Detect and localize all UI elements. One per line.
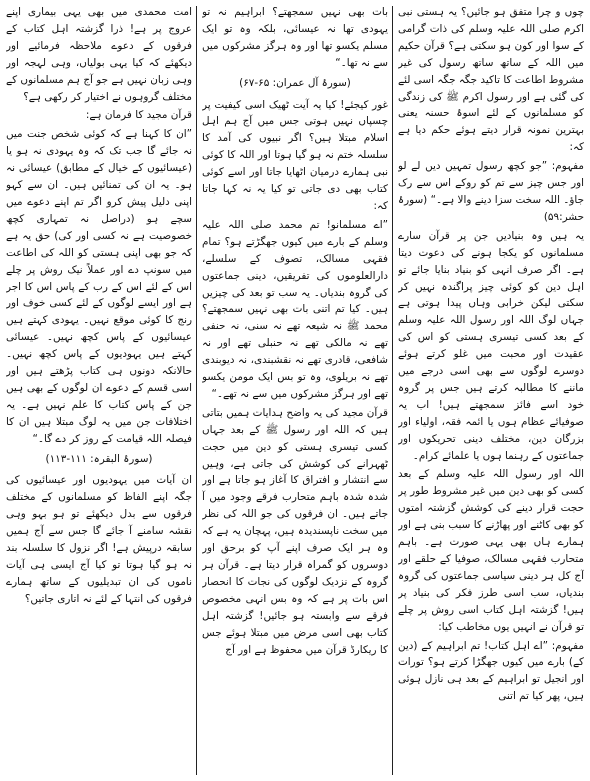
quran-quote: مفہوم: ”جو کچھ رسول تمہیں دیں لے لو اور جس چیز سے تم کو روکے اس سے رک جاؤ۔ اللہ سخت سزا دینے والا ہے۔“ (سورۂ حشر:۵۹) (398, 160, 584, 223)
column-divider (196, 6, 197, 775)
verse-reference: (سورۂ آل عمران: ۶۵-۶۷) (239, 76, 351, 89)
hypothetical-quote: ”اے مسلمانو! تم محمد صلی اللہ علیہ وسلم کے بارے میں کیوں جھگڑتے ہو؟ تمام فقہی مسالک، تصوف کے سلسلے، دارالعلوموں کی تفریقیں، دینی جماعتوں کی گروہ بندیاں۔ یہ سب تو بعد کی چیزیں ہیں۔ کیا تم اتنی بات بھی نہیں سمجھتے؟ محمد ﷺ نہ شیعہ تھے نہ سنی، نہ حنفی تھے نہ مالکی تھے نہ حنبلی تھے اور نہ شافعی، قادری تھے نہ نقشبندی، نہ دیوبندی تھے نہ بریلوی، وہ تو بس ایک مومن یکسو تھے اور ہرگز مشرکوں میں سے نہ تھے۔“ (202, 218, 388, 400)
paragraph: قرآن مجید کی یہ واضح ہدایات ہمیں بتاتی ہیں کہ اللہ اور رسول ﷺ کے بعد جہاں کسی تیسری ہستی کو دین میں حجت ٹھہرانے کی کوشش کی جاتی ہے، وہیں سے انتشار و افتراق کا آغاز ہو جاتا ہے اور شدہ شدہ باہم متحارب فرقے وجود میں آ جاتے ہیں۔ ان فرقوں کی جو اللہ کی نظر میں سخت ناپسندیدہ ہیں، پہچان یہ ہے کہ وہ ہر ایک صرف اپنے آپ کو برحق اور دوسروں کو گمراہ قرار دیتا ہے۔ قرآن ہر گروہ کے نزدیک لوگوں کی نجات کا انحصار اس بات پر ہے کہ وہ بس انہی مخصوص فرقے سے وابستہ ہو جائیں! گزشتہ اہل کتاب بھی اسی مرض میں مبتلا ہوئے جس کا ریکارڈ قرآن میں محفوظ ہے اور آج (202, 406, 388, 656)
column-middle (202, 4, 388, 777)
paragraph: امت محمدی میں بھی یہی بیماری اپنے عروج پر ہے! ذرا گزشتہ اہل کتاب کے فرقوں کے دعوے ملاحظہ فرمائیے اور دیکھئے کہ کیا یہی بولیاں، وہی لہجہ اور وہی زبان نہیں ہے جو آج ہم مسلمانوں کے مختلف گروہوں نے اختیار کر رکھی ہے؟ (6, 6, 192, 103)
paragraph: غور کیجئے! کیا یہ آیت ٹھیک اسی کیفیت پر چسپاں نہیں ہوتی جس میں آج ہم اہل اسلام مبتلا ہیں؟ اگر نبیوں کی آمد کا سلسلہ ختم نہ ہو گیا ہوتا اور اللہ کا کوئی نبی ہمارے درمیان اٹھایا جاتا اور اسے کوئی کتاب بھی دی جاتی تو کیا یہ نہ کہا جاتا کہ: (202, 98, 388, 212)
verse-reference: (سورۂ البقرہ: ۱۱۱-۱۱۳) (45, 452, 153, 465)
column-right (398, 4, 584, 777)
paragraph: یہ ہیں وہ بنیادیں جن پر قرآن سارے مسلمانوں کو یکجا ہونے کی دعوت دیتا ہے۔ اگر صرف انہی کو بنیاد بنایا جائے تو اہل دین کو کوئی چیز پراگندہ نہیں کر سکتی لیکن خرابی وہاں پیدا ہوتی ہے جہاں لوگ اللہ اور رسول اللہ علیہ وسلم کے بعد کسی تیسری ہستی کو اس کی عقیدت اور محبت میں غلو کرتے ہوئے دوسرے لوگوں سے بھی اسی درجے میں ماننے کا مطالبہ کرتے ہیں جس پر گروہ خود اسے فائز سمجھتے ہیں! اب یہ صوفیائے عظام ہوں یا ائمہ فقہ، اولیاء اور بزرگان دین، مختلف دینی تحریکوں اور جماعتوں کے رہنما ہوں یا علمائے کرام۔ (398, 229, 584, 462)
quran-quote: بات بھی نہیں سمجھتے؟ ابراہیم نہ تو یہودی تھا نہ عیسائی، بلکہ وہ تو ایک مسلم یکسو تھا اور وہ ہرگز مشرکوں میں سے نہ تھا۔“ (202, 6, 388, 69)
quran-quote: ”ان کا کہنا ہے کہ کوئی شخص جنت میں نہ جائے گا جب تک کہ وہ یہودی نہ ہو یا (عیسائیوں کے خیال کے مطابق) عیسائی نہ ہو۔ یہ ان کی تمنائیں ہیں۔ ان سے کہو اپنی دلیل پیش کرو اگر تم اپنے دعوے میں سچے ہو (دراصل نہ تمہاری کچھ خصوصیت ہے نہ کسی اور کی) حق یہ ہے کہ جو بھی اپنی ہستی کو اللہ کی اطاعت میں سونپ دے اور عملاً نیک روش پر چلے اس کے لئے اس کے رب کے پاس اس کا اجر ہے اور ایسے لوگوں کے لئے کسی خوف اور رنج کا کوئی موقع نہیں۔ یہودی کہتے ہیں عیسائیوں کے پاس کچھ نہیں۔ عیسائی کہتے ہیں یہودیوں کے پاس کچھ نہیں۔ حالانکہ دونوں ہی کتاب پڑھتے ہیں اور اسی قسم کے دعوے ان لوگوں کے بھی ہیں جن کے پاس کتاب کا علم نہیں ہے۔ یہ اختلافات جن میں یہ لوگ مبتلا ہیں ان کا فیصلہ اللہ قیامت کے روز کر دے گا۔“ (6, 128, 192, 445)
paragraph: اللہ اور رسول اللہ علیہ وسلم کے بعد کسی کو بھی دین میں غیر مشروط طور پر حجت قرار دینے کی کوشش گزشتہ امتوں کو بھی کاٹنے اور پھاڑنے کا سبب بنی ہے اور ہمارے ہاں بھی یہی صورت ہے۔ باہم متحارب فقہی مسالک، صوفیا کے حلقے اور آج کل ہر دینی سیاسی جماعتوں کی گروہ بندیاں، سب اسی طرز فکر کی بنیاد پر ہیں! گزشتہ اہل کتاب اسی روش پر چلے تو قرآن نے انہیں یوں مخاطب کیا: (398, 468, 584, 633)
column-left (6, 4, 192, 777)
paragraph: قرآن مجید کا فرمان ہے: (85, 109, 192, 122)
quran-quote: مفہوم: ”اے اہل کتاب! تم ابراہیم کے (دین کے) بارے میں کیوں جھگڑا کرتے ہو؟ تورات اور انجیل تو ابراہیم کے بعد ہی نازل ہوئی ہیں، پھر کیا تم اتنی (398, 639, 584, 703)
column-divider (392, 6, 393, 775)
paragraph: چوں و چرا متفق ہو جائیں؟ یہ ہستی نبی اکرم صلی اللہ علیہ وسلم کی ذات گرامی کے سوا اور کون ہو سکتی ہے؟ قرآن حکیم میں اللہ کے ساتھ ساتھ رسول کی غیر مشروط اطاعت کا تاکید جگہ جگہ اسی لئے کی گئی ہے اور رسول اکرم ﷺ کی زندگی کو مسلمانوں کے لئے اسوۂ حسنہ یعنی بہترین نمونہ قرار دیتے ہوئے حکم دیا ہے کہ: (398, 6, 584, 154)
paragraph: ان آیات میں یہودیوں اور عیسائیوں کی جگہ اپنے الفاظ کو مسلمانوں کے مختلف فرقوں سے بدل دیکھئے تو ہو بہو وہی نقشہ سامنے آ جائے گا جس سے آج ہمیں سابقہ درپیش ہے! اگر نزول کا سلسلہ بند نہ ہو گیا ہوتا تو کیا آج ایسی ہی آیات ناموں کی ان تبدیلیوں کے ساتھ ہمارے فرقوں کی انتہا کے لئے نہ اتاری جاتیں؟ (6, 474, 192, 605)
